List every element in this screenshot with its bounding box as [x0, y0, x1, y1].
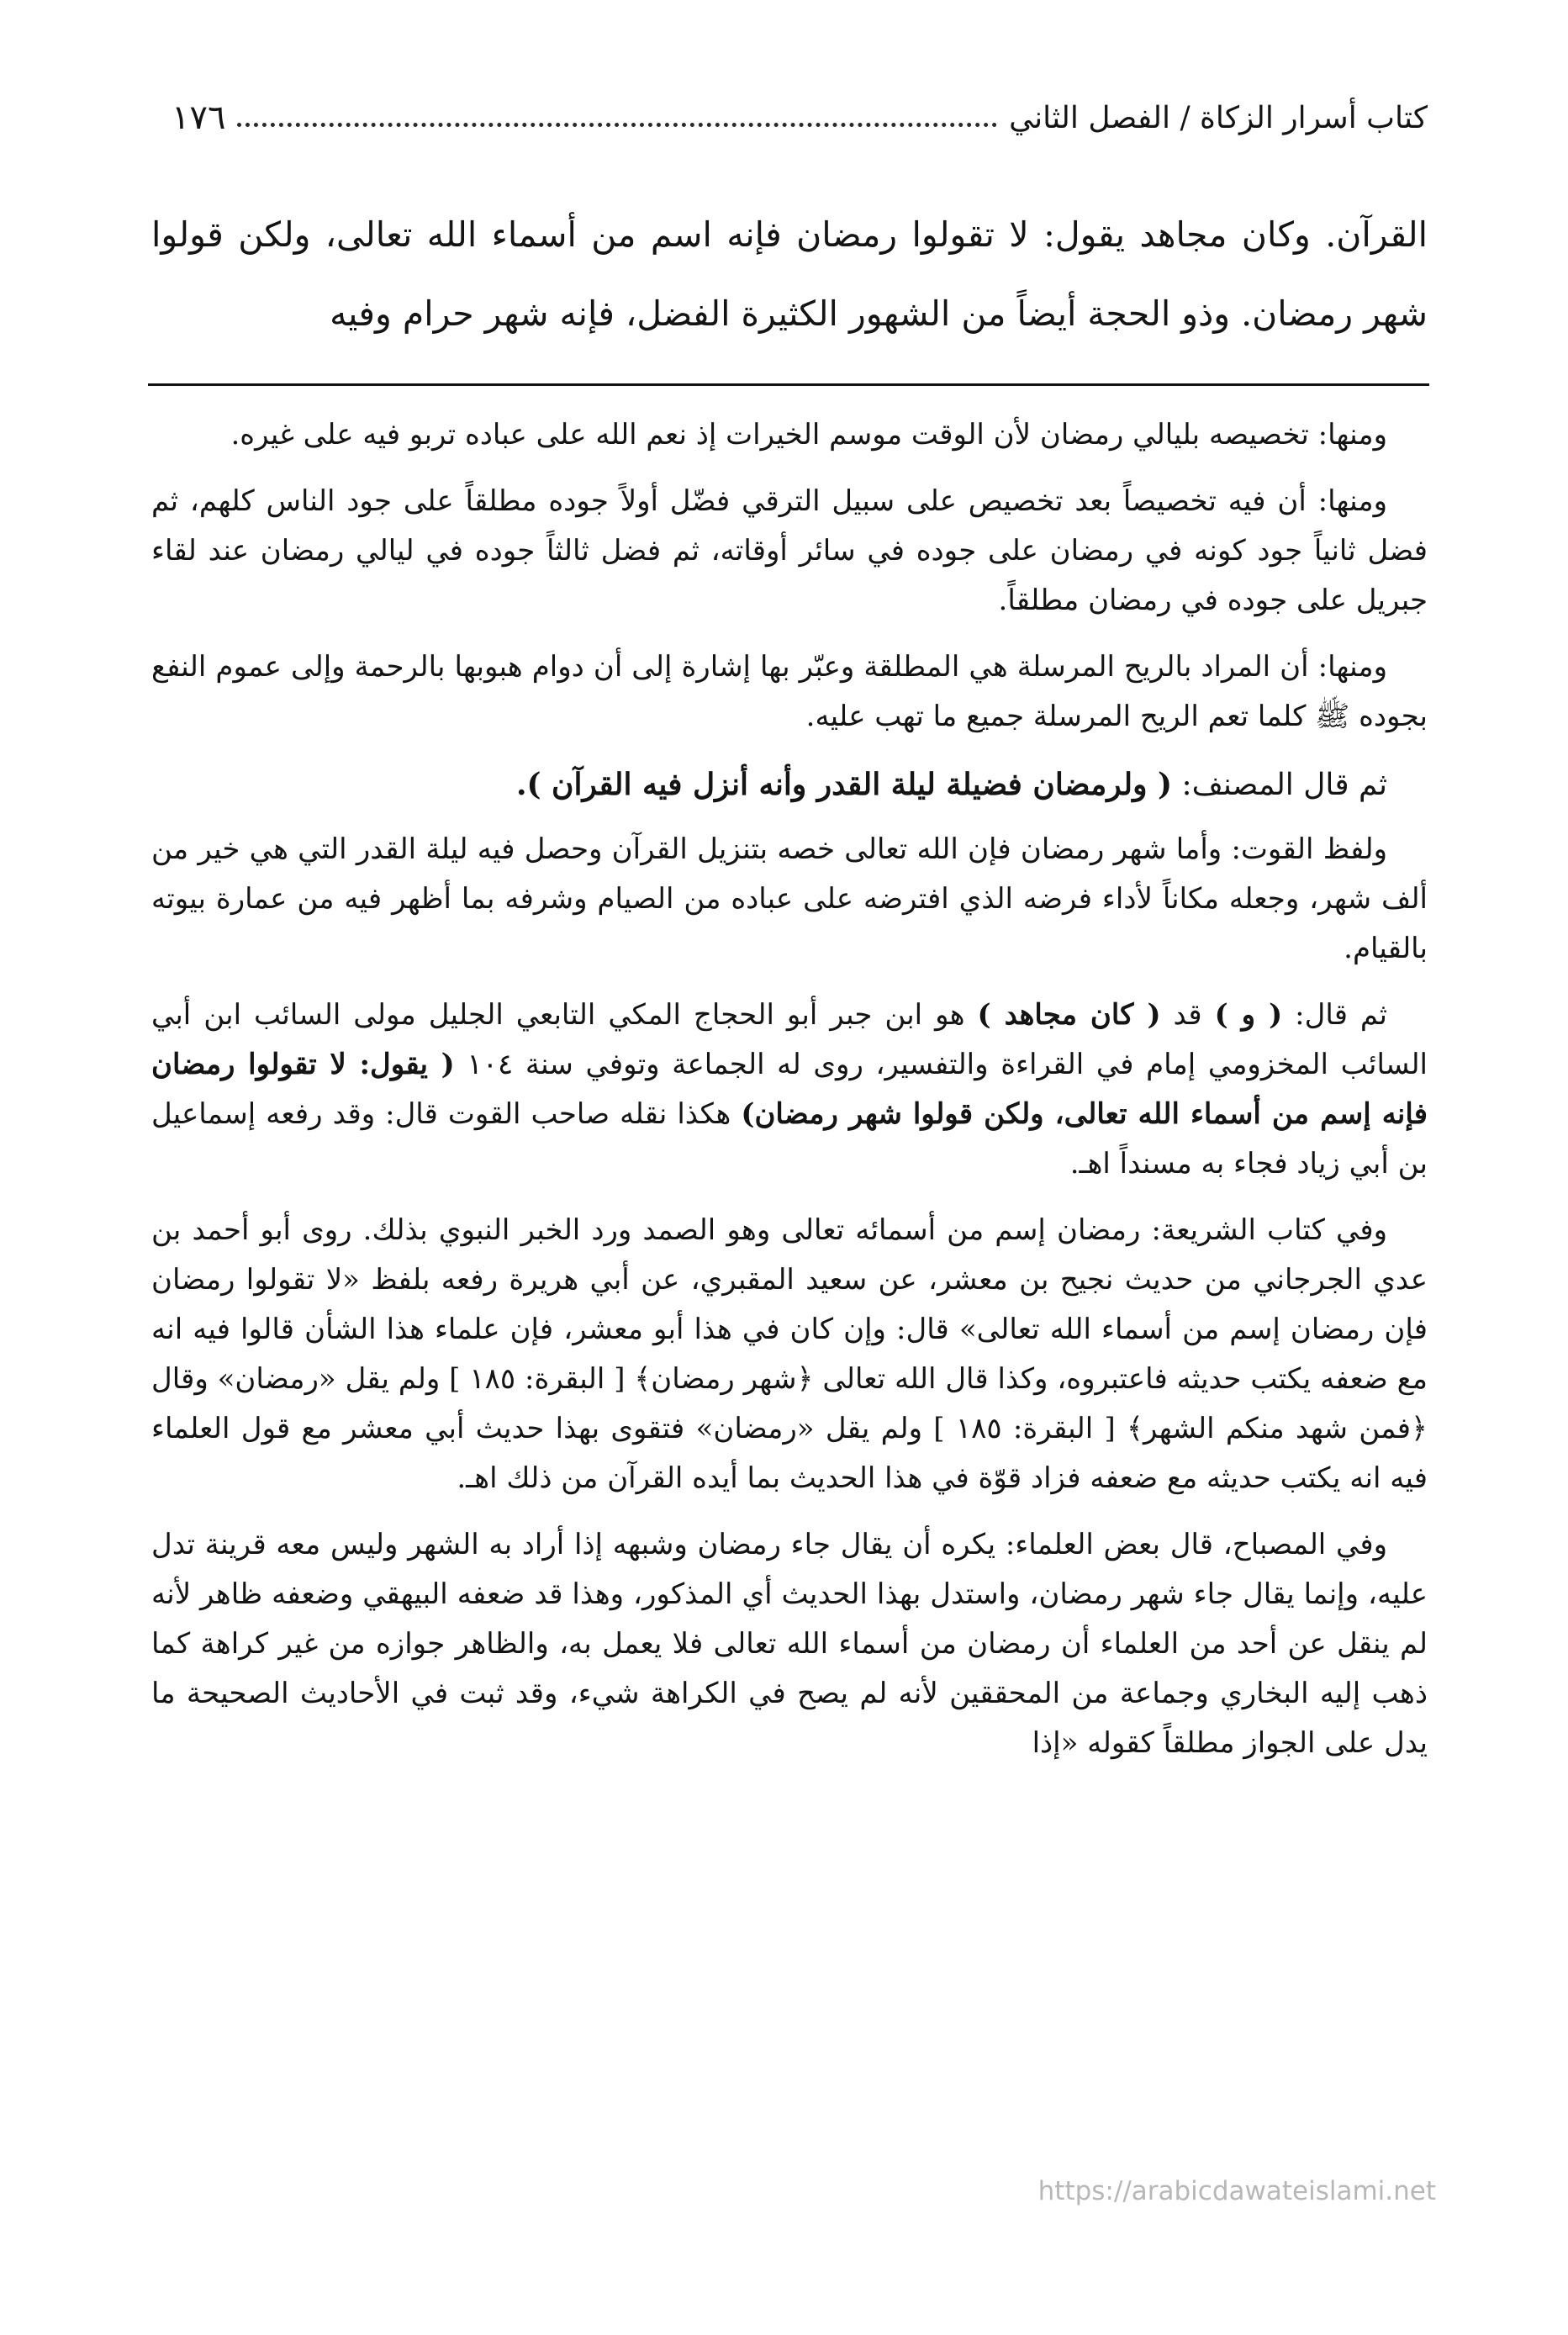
commentary-paragraph: وفي كتاب الشريعة: رمضان إسم من أسمائه تعالى وهو الصمد ورد الخبر النبوي بذلك. روى أبو أحمد بن عدي الجرجاني من حديث نجيح بن معشر، عن سعيد المقبري، عن أبي هريرة رفعه بلفظ «لا تقولوا رمضان فإن رمضان إسم من أسماء الله تعالى» قال: وإن كان في هذا أبو معشر، فإن علماء هذا الشأن قالوا فيه انه مع ضعفه يكتب حديثه فاعتبروه، وكذا قال الله تعالى ﴿شهر رمضان﴾ [ البقرة: ١٨٥ ] ولم يقل «رمضان» وقال ﴿فمن شهد منكم الشهر﴾ [ البقرة: ١٨٥ ] ولم يقل «رمضان» فتقوى بهذا حديث أبي معشر مع قول العلماء فيه انه يكتب حديثه مع ضعفه فزاد قوّة في هذا الحديث بما أيده القرآن من ذلك اهـ.: [151, 1213, 1428, 1495]
quoted-matn: ( ولرمضان فضيلة ليلة القدر وأنه أنزل فيه القرآن ).: [515, 767, 1173, 802]
running-header: [150, 91, 1428, 145]
text-run: هكذا نقله صاحب القوت قال: وقد رفعه إسماعيل بن أبي زياد فجاء به مسنداً اهـ.: [151, 1097, 1428, 1181]
text-run: هو ابن جبر أبو الحجاج المكي التابعي الجليل مولى السائب ابن أبي السائب المخزومي إمام في القراءة والتفسير، روى له الجماعة وتوفي سنة ١٠٤: [151, 998, 1428, 1081]
main-text-line: قولوا شهر رمضان. وذو الحجة أيضاً من الشهور الكثيرة الفضل، فإنه شهر حرام وفيه: [151, 214, 1428, 334]
quoted-matn: ( كان مجاهد ): [977, 998, 1161, 1032]
header-dot-leader: [237, 123, 997, 127]
quoted-matn: ( و ): [1214, 998, 1283, 1032]
commentary-paragraph: ومنها: تخصيصه بليالي رمضان لأن الوقت موسم الخيرات إذ نعم الله على عباده تربو فيه على غيره.: [230, 418, 1387, 452]
text-run: قد: [1160, 998, 1215, 1032]
main-text: [151, 195, 1428, 353]
commentary-paragraph: [151, 991, 1428, 1189]
commentary-paragraph: ومنها: أن المراد بالريح المرسلة هي المطلقة وعبّر بها إشارة إلى أن دوام هبوبها بالرحمة وإلى عموم النفع بجوده ﷺ كلما تعم الريح المرسلة جميع ما تهب عليه.: [151, 650, 1428, 733]
quoted-matn: ( يقول: لا تقولوا رمضان فإنه إسم من أسماء الله تعالى، ولكن قولوا شهر رمضان): [151, 1048, 1428, 1131]
commentary-paragraph: ولفظ القوت: وأما شهر رمضان فإن الله تعالى خصه بتنزيل القرآن وحصل فيه ليلة القدر التي هي خير من ألف شهر، وجعله مكاناً لأداء فرضه الذي افترضه على عباده من الصيام وشرفه بما أظهر فيه من عمارة بيوته بالقيام.: [151, 832, 1428, 965]
page-number: ١٧٦: [172, 98, 226, 137]
running-title: كتاب أسرار الزكاة / الفصل الثاني: [1009, 100, 1428, 135]
commentary-paragraph: وفي المصباح، قال بعض العلماء: يكره أن يقال جاء رمضان وشبهه إذا أراد به الشهر وليس معه قرينة تدل عليه، وإنما يقال جاء شهر رمضان، واستدل بهذا الحديث أي المذكور، وهذا قد ضعفه البيهقي وضعفه ظاهر لأنه لم ينقل عن أحد من العلماء أن رمضان من أسماء الله تعالى فلا يعمل به، والظاهر جوازه من غير كراهة كما ذهب إليه البخاري وجماعة من المحققين لأنه لم يصح في الكراهة شيء، وقد ثبت في الأحاديث الصحيحة ما يدل على الجواز مطلقاً كقوله «إذا: [151, 1528, 1428, 1760]
separator-rule: [148, 383, 1429, 386]
watermark-url: https://arabicdawateislami.net: [1037, 2176, 1436, 2206]
commentary: [151, 410, 1428, 1785]
quote-lead: ثم قال المصنف:: [1172, 768, 1387, 802]
main-text-line: القرآن. وكان مجاهد يقول: لا تقولوا رمضان فإنه اسم من أسماء الله تعالى، ولكن: [238, 214, 1428, 255]
author-quote-paragraph: [151, 758, 1428, 811]
text-run: ثم قال:: [1282, 998, 1388, 1032]
commentary-paragraph: ومنها: أن فيه تخصيصاً بعد تخصيص على سبيل الترقي فضّل أولاً جوده مطلقاً على جود الناس كلهم، ثم فضل ثانياً جود كونه في رمضان على جوده في سائر أوقاته، ثم فضل ثالثاً جوده في ليالي رمضان عند لقاء جبريل على جوده في رمضان مطلقاً.: [151, 484, 1428, 617]
